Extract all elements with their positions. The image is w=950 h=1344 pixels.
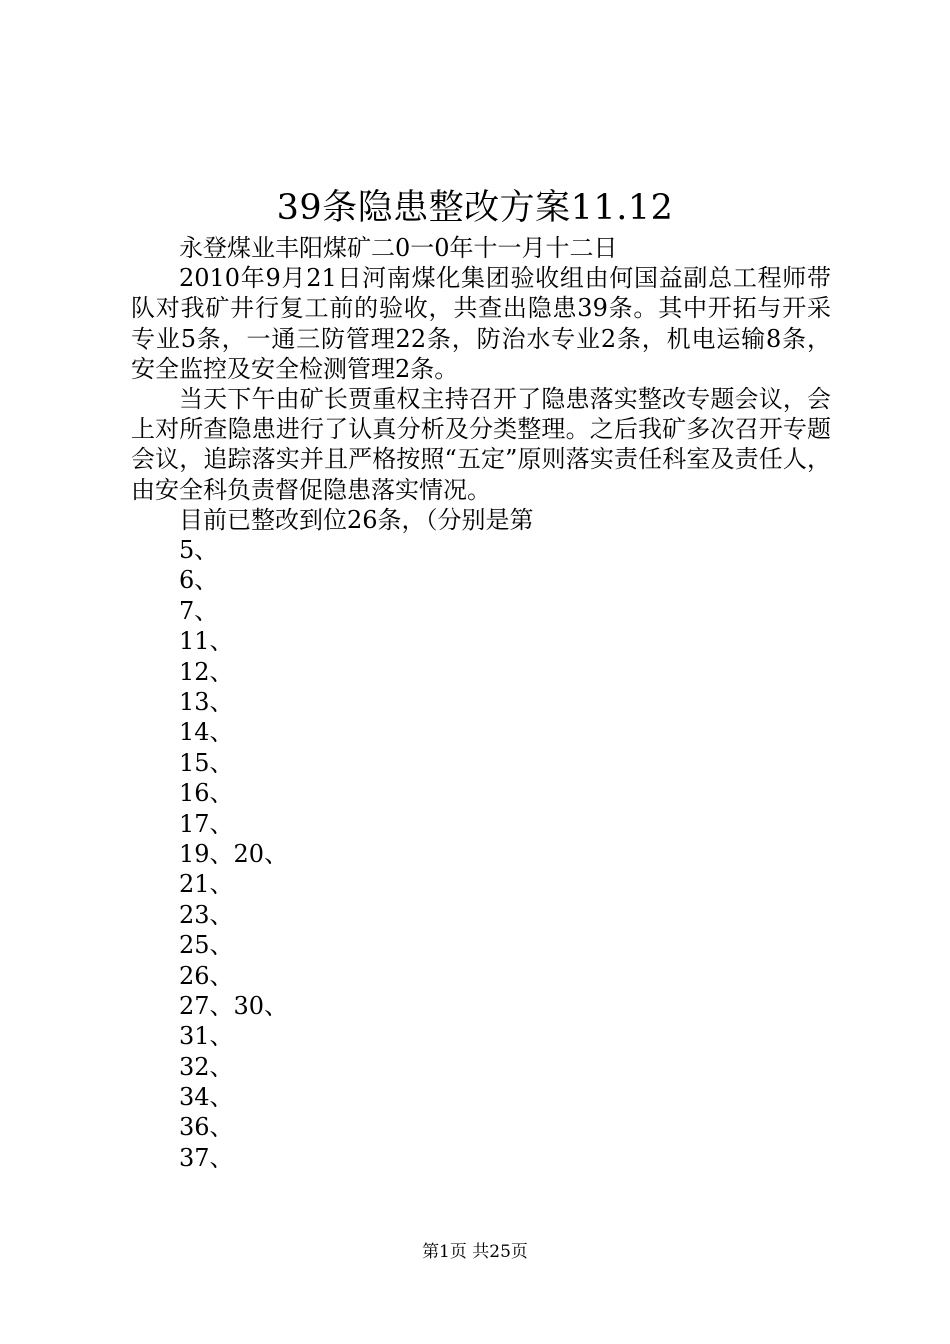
list-item: 37、 xyxy=(179,1143,234,1172)
list-item: 7、 xyxy=(179,596,219,625)
list-item: 26、 xyxy=(179,961,234,990)
list-item: 13、 xyxy=(179,687,234,716)
paragraph-inspection: 2010年9月21日河南煤化集团验收组由何国益副总工程师带队对我矿井行复工前的验收，共查出隐患39条。其中开拓与开采专业5条，一通三防管理22条，防治水专业2条，机电运输8条，安全监控及安全检测管理2条。 xyxy=(131,264,831,383)
document-body xyxy=(131,233,831,1173)
list-item: 5、 xyxy=(179,536,219,565)
list-item: 12、 xyxy=(179,657,234,686)
date-line: 永登煤业丰阳煤矿二0一0年十一月十二日 xyxy=(179,234,618,262)
list-item: 23、 xyxy=(179,900,234,929)
list-item: 11、 xyxy=(179,627,234,656)
list-item: 19、20、 xyxy=(179,839,289,868)
page-footer: 第1页 共25页 xyxy=(422,1242,528,1262)
rectified-items-list xyxy=(131,535,831,1173)
list-item: 21、 xyxy=(179,870,234,899)
list-item: 6、 xyxy=(179,566,219,595)
list-item: 15、 xyxy=(179,748,234,777)
list-item: 32、 xyxy=(179,1052,234,1081)
list-item: 17、 xyxy=(179,809,234,838)
list-item: 25、 xyxy=(179,931,234,960)
document-title: 39条隐患整改方案11.12 xyxy=(276,188,674,228)
list-item: 34、 xyxy=(179,1083,234,1112)
paragraph-progress: 目前已整改到位26条，（分别是第 xyxy=(179,505,534,534)
list-item: 16、 xyxy=(179,779,234,808)
list-item: 27、30、 xyxy=(179,991,289,1020)
list-item: 36、 xyxy=(179,1113,234,1142)
list-item: 14、 xyxy=(179,718,234,747)
paragraph-meeting: 当天下午由矿长贾重权主持召开了隐患落实整改专题会议，会上对所查隐患进行了认真分析及分类整理。之后我矿多次召开专题会议，追踪落实并且严格按照“五定”原则落实责任科室及责任人，由安全科负责督促隐患落实情况。 xyxy=(131,385,831,504)
list-item: 31、 xyxy=(179,1022,234,1051)
